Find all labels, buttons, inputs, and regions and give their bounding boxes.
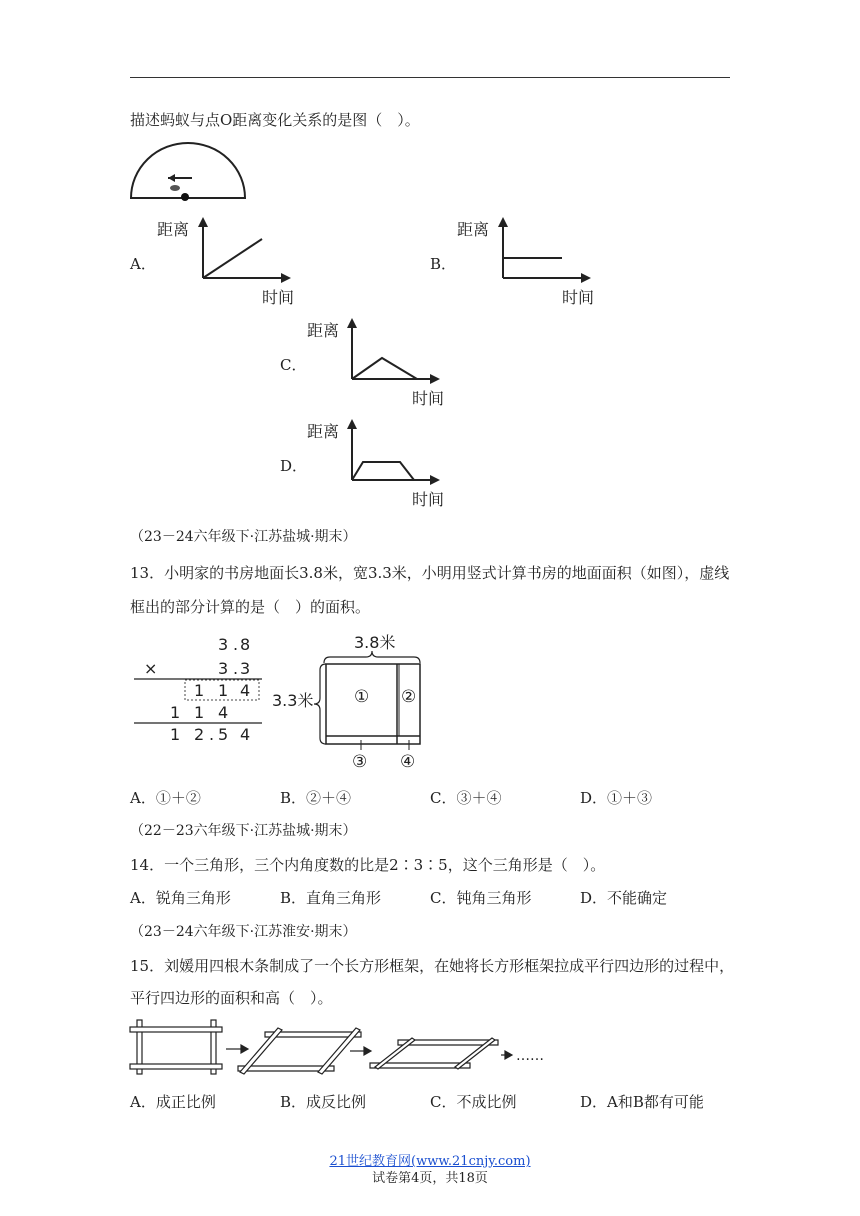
calc-r5-d2: 2 [194,725,205,744]
calc-r3-d1: 1 [194,681,205,700]
calc-r1-d1: 3 [218,635,229,654]
calc-r1-d2: 8 [240,635,251,654]
q12-option-c-letter[interactable]: C． [280,356,307,374]
q12-option-a-letter[interactable]: A． [130,255,156,273]
q15-stem-line1: 15．刘媛用四根木条制成了一个长方形框架，在她将长方形框架拉成平行四边形的过程中， [130,957,735,975]
calc-r5-d3: 5 [218,725,229,744]
calc-r5-d1: 1 [170,725,181,744]
calc-r1-dot: . [233,635,239,654]
q12-stem: 描述蚂蚁与点O距离变化关系的是图（ ）。 [130,111,420,129]
region-2: ② [401,687,417,707]
calc-r3-d2: 1 [218,681,229,700]
q13-option-b[interactable]: B．②＋④ [280,789,352,807]
graph-a [196,216,296,284]
calc-r3-d3: 4 [240,681,251,700]
semicircle-ant-figure [128,140,248,206]
area-figure [270,630,430,772]
length-label: 3.8米 [354,633,396,652]
top-brace [324,651,420,663]
q12-c-ylabel: 距离 [307,321,340,340]
ellipsis: …… [516,1048,544,1064]
calc-r2-dot: . [233,659,239,678]
q12-d-xlabel: 时间 [412,490,445,509]
region-4: ④ [400,752,416,772]
q12-c-xlabel: 时间 [412,389,445,408]
q15-source: （23－24六年级下·江苏淮安·期末） [130,924,357,940]
calc-r4-d3: 4 [218,703,229,722]
region-1: ① [354,687,370,707]
calc-r2-d1: 3 [218,659,229,678]
calc-r4-d1: 1 [170,703,181,722]
calc-r4-d2: 1 [194,703,205,722]
frame-deformation-figure [128,1018,548,1078]
header-rule [130,77,730,78]
q13-option-d[interactable]: D．①＋③ [580,789,653,807]
q13-option-a[interactable]: A．①＋② [130,789,201,807]
q12-option-d-letter[interactable]: D． [280,457,308,475]
q13-source: （23－24六年级下·江苏盐城·期末） [130,529,357,545]
q12-b-xlabel: 时间 [562,288,595,307]
times-sign: × [144,659,158,678]
q13-option-c[interactable]: C．③＋④ [430,789,502,807]
calc-r5-d4: 4 [240,725,251,744]
q15-option-c[interactable]: C．不成比例 [430,1093,517,1111]
q14-stem: 14．一个三角形，三个内角度数的比是2∶3∶5，这个三角形是（ ）。 [130,856,606,874]
graph-c [345,317,445,385]
region-3: ③ [352,752,368,772]
q12-b-ylabel: 距离 [457,220,490,239]
q12-a-ylabel: 距离 [157,220,190,239]
ant-icon [170,185,180,191]
q14-source: （22－23六年级下·江苏盐城·期末） [130,823,357,839]
q15-stem-line2: 平行四边形的面积和高（ ）。 [130,989,333,1007]
graph-d [345,418,445,486]
footer-link[interactable]: 21世纪教育网(www.21cnjy.com) [329,1154,531,1169]
graph-b [496,216,596,284]
calc-r2-d2: 3 [240,659,251,678]
q15-option-a[interactable]: A．成正比例 [130,1093,216,1111]
q14-option-a[interactable]: A．锐角三角形 [130,889,231,907]
width-label: 3.3米 [272,691,314,710]
q13-stem-line1: 13．小明家的书房地面长3.8米，宽3.3米，小明用竖式计算书房的地面面积（如图），虚线 [130,564,730,582]
q12-d-ylabel: 距离 [307,422,340,441]
q15-option-d[interactable]: D．A和B都有可能 [580,1093,704,1111]
q14-option-d[interactable]: D．不能确定 [580,889,668,907]
q14-option-c[interactable]: C．钝角三角形 [430,889,532,907]
point-o [181,193,189,201]
q12-a-xlabel: 时间 [262,288,295,307]
q12-option-b-letter[interactable]: B． [430,255,457,273]
calc-r5-dot: . [209,725,215,744]
side-brace [314,664,326,744]
q14-option-b[interactable]: B．直角三角形 [280,889,382,907]
page-number: 试卷第4页，共18页 [372,1171,488,1186]
q13-stem-line2: 框出的部分计算的是（ ）的面积。 [130,598,371,616]
vertical-multiplication [130,630,270,748]
q15-option-b[interactable]: B．成反比例 [280,1093,367,1111]
